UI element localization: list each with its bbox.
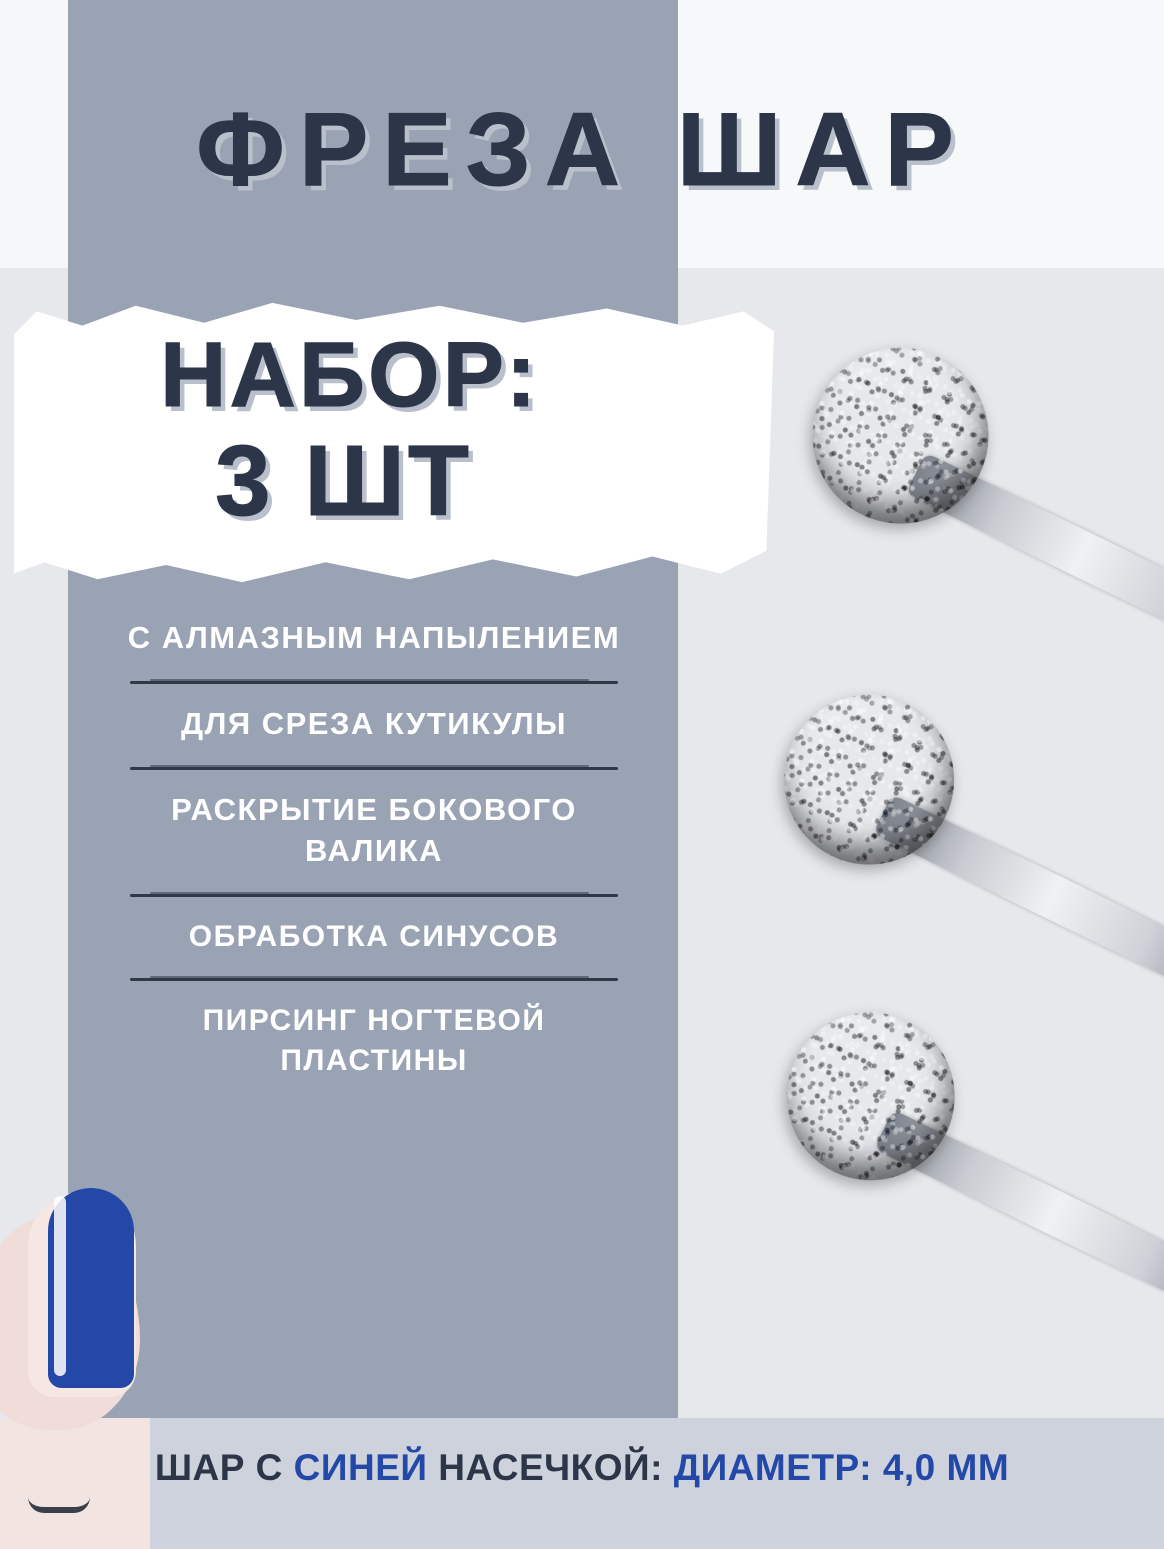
- feature-item: ОБРАБОТКА СИНУСОВ: [188, 919, 560, 953]
- nail-smile-line: [28, 1497, 90, 1513]
- caption-part-2: НАСЕЧКОЙ:: [427, 1447, 674, 1488]
- caption-accent-diameter: ДИАМЕТР: 4,0 ММ: [673, 1447, 1010, 1488]
- feature-item: С АЛМАЗНЫМ НАПЫЛЕНИЕМ: [127, 620, 621, 655]
- feature-item: ДЛЯ СРЕЗА КУТИКУЛЫ: [181, 705, 567, 741]
- divider: [130, 681, 618, 684]
- divider: [130, 894, 618, 897]
- divider: [130, 767, 618, 770]
- bottom-caption: [0, 1447, 1164, 1489]
- feature-item: ПИРСИНГ НОГТЕВОЙ ПЛАСТИНЫ: [202, 1004, 546, 1077]
- divider: [130, 978, 618, 981]
- caption-part-1: ШАР С: [154, 1447, 294, 1488]
- set-count: 3 ШТ: [215, 425, 472, 537]
- nail-shine-highlight: [54, 1196, 66, 1376]
- feature-list: [110, 612, 638, 1090]
- caption-accent-color: СИНЕЙ: [293, 1447, 428, 1488]
- page-title: ФРЕЗА ШАР: [196, 92, 968, 208]
- feature-item: РАСКРЫТИЕ БОКОВОГО ВАЛИКА: [171, 791, 577, 868]
- set-title: НАБОР:: [160, 324, 540, 426]
